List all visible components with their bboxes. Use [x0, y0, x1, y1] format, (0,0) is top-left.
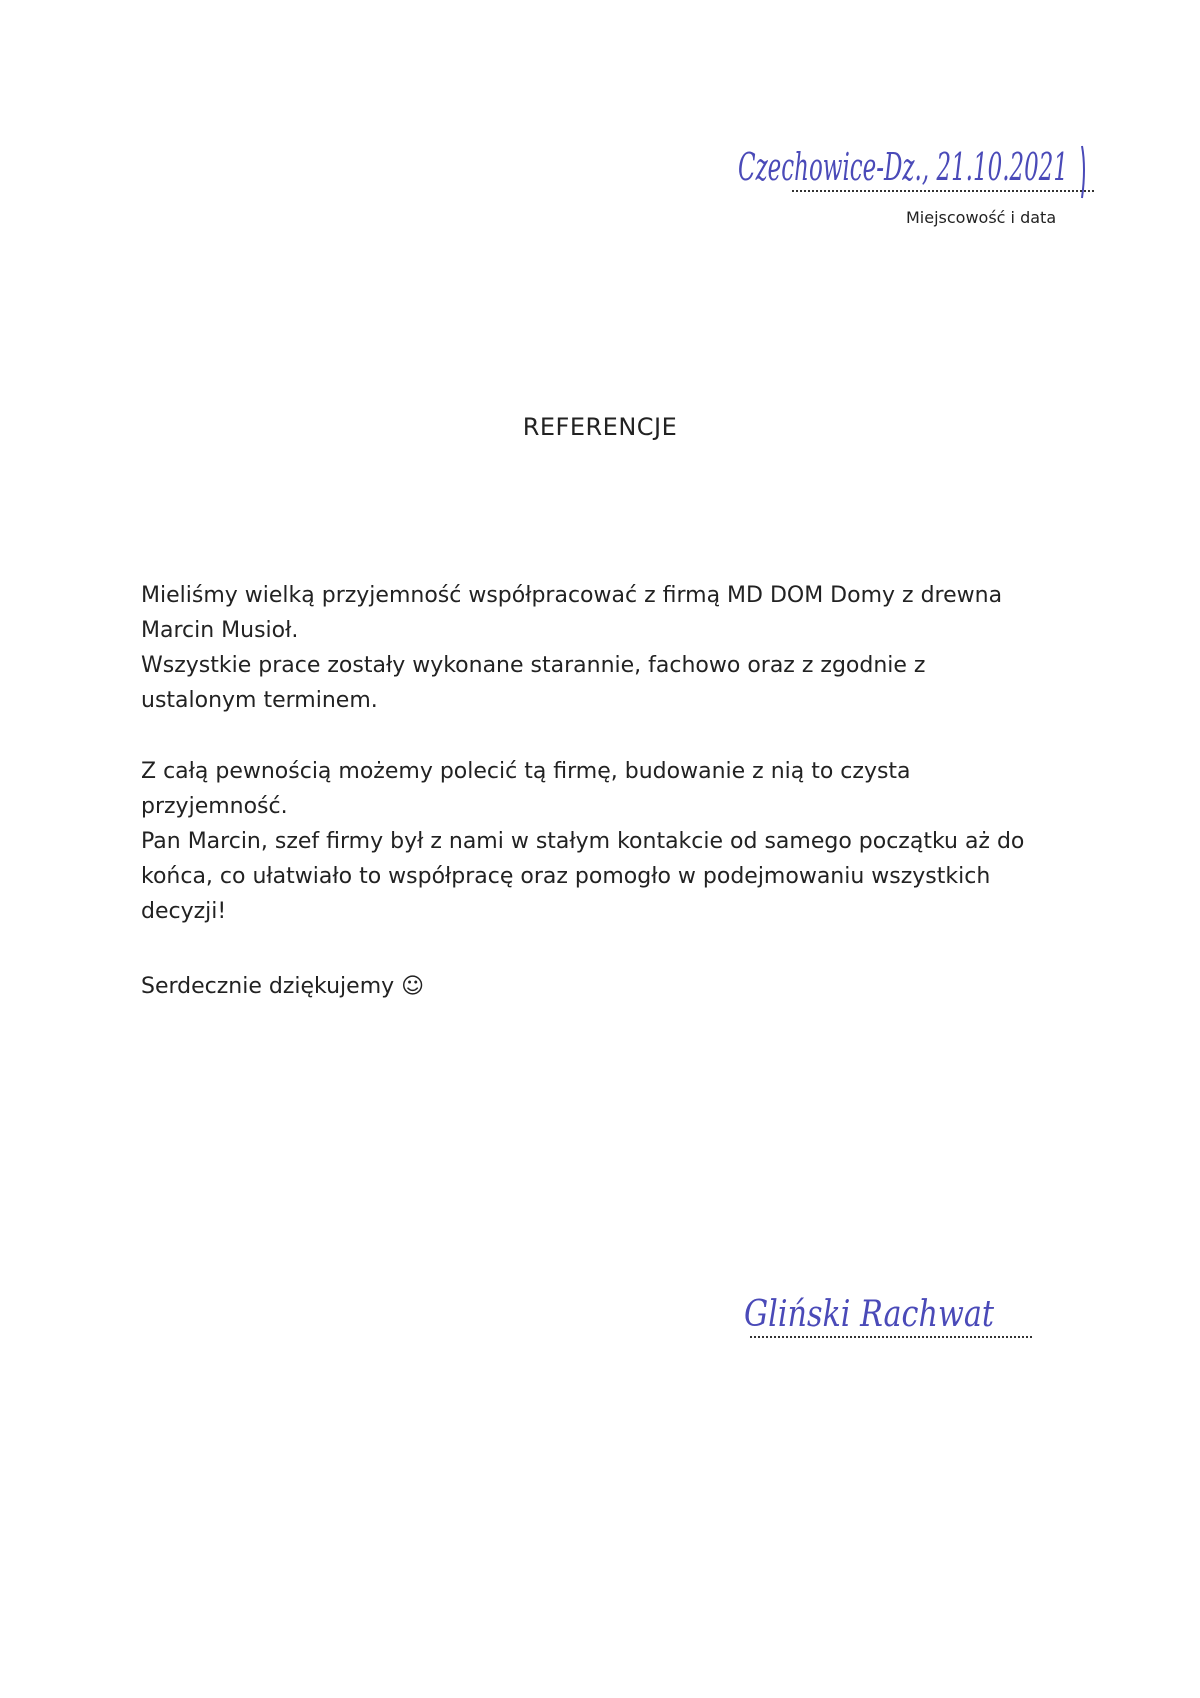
document-body: [141, 578, 1101, 1004]
place-date-caption: Miejscowość i data: [906, 208, 1057, 227]
place-date-field: [730, 128, 1130, 248]
body-line: Pan Marcin, szef firmy był z nami w stałym kontakcie od samego początku aż do: [141, 829, 1025, 854]
body-line: Marcin Musioł.: [141, 618, 299, 643]
document-title: REFERENCJE: [522, 413, 678, 441]
place-date-handwritten-text: Czechowice-Dz., 21.10.2021: [738, 145, 1068, 189]
signature-handwritten-text: Gliński Rachwat: [744, 1294, 995, 1335]
body-line: Z całą pewnością możemy polecić tą firmę, budowanie z nią to czysta: [141, 759, 911, 784]
place-date-dotted-line: [792, 190, 1094, 192]
paragraph-spacer: [141, 929, 1101, 969]
signature-handwriting: [740, 1270, 1050, 1350]
signature-dotted-line: [750, 1336, 1032, 1338]
closing-line: Serdecznie dziękujemy ☺: [141, 974, 425, 999]
place-date-handwriting: [730, 128, 1130, 208]
paragraph-spacer: [141, 718, 1101, 754]
body-line: końca, co ułatwiało to współpracę oraz pomogło w podejmowaniu wszystkich: [141, 864, 991, 889]
body-line: ustalonym terminem.: [141, 688, 378, 713]
body-line: przyjemność.: [141, 794, 288, 819]
body-line: Wszystkie prace zostały wykonane starannie, fachowo oraz z zgodnie z: [141, 653, 926, 678]
body-line: Mieliśmy wielką przyjemność współpracować z firmą MD DOM Domy z drewna: [141, 583, 1003, 608]
body-line: decyzji!: [141, 899, 227, 924]
signature-field: [740, 1270, 1050, 1350]
